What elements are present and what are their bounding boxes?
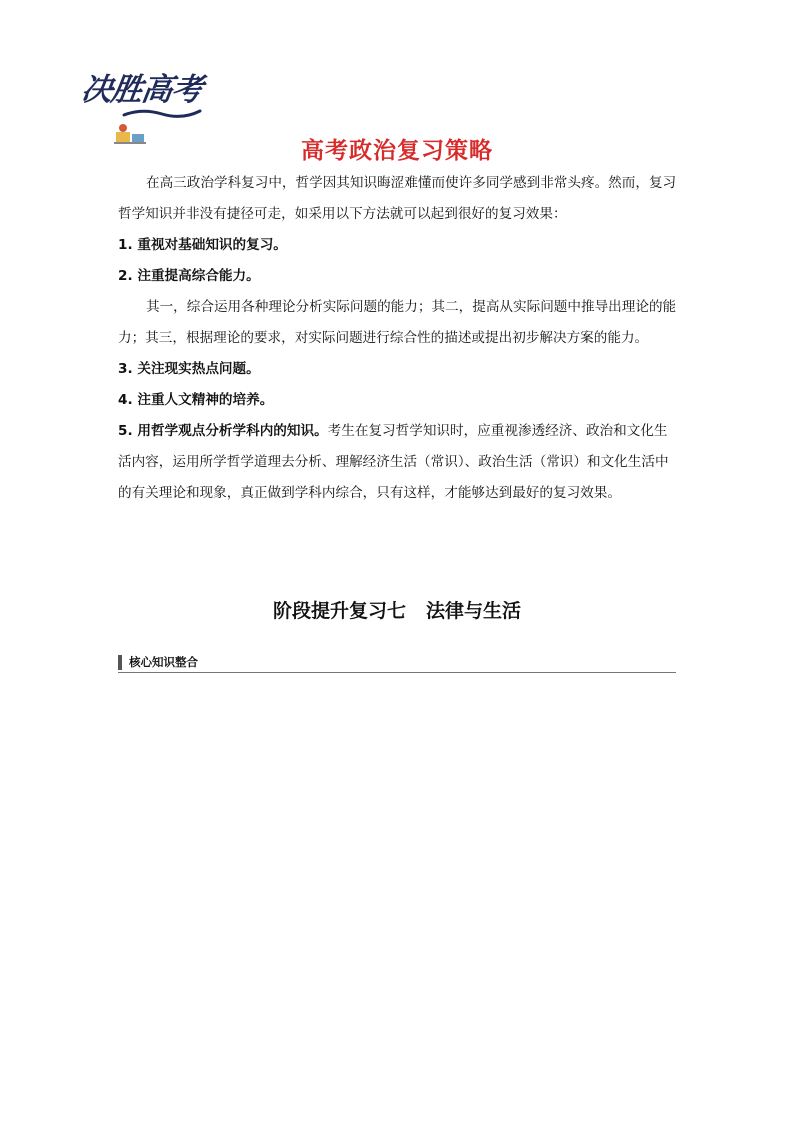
intro-paragraph: 在高三政治学科复习中，哲学因其知识晦涩难懂而使许多同学感到非常头疼。然而，复习哲学知识并非没有捷径可走，如采用以下方法就可以起到很好的复习效果： xyxy=(118,175,677,222)
page-title: 高考政治复习策略 xyxy=(301,138,493,164)
subheader xyxy=(118,652,676,673)
subheader-label: 核心知识整合 xyxy=(129,655,198,669)
list-item-2-detail: 其一，综合运用各种理论分析实际问题的能力；其二，提高从实际问题中推导出理论的能力；其三，根据理论的要求，对实际问题进行综合性的描述或提出初步解决方案的能力。 xyxy=(118,299,677,346)
list-item-2: 2. 注重提高综合能力。 xyxy=(118,268,260,284)
article-body xyxy=(118,168,678,509)
logo-text: 决胜高考 xyxy=(78,72,205,108)
subheader-bar-icon xyxy=(118,655,122,670)
list-item-1: 1. 重视对基础知识的复习。 xyxy=(118,237,287,253)
section-title xyxy=(0,596,794,623)
section-title-part1: 阶段提升复习七 xyxy=(272,600,406,622)
list-item-4: 4. 注重人文精神的培养。 xyxy=(118,392,274,408)
logo-wave-icon xyxy=(122,106,202,120)
section-title-part2: 法律与生活 xyxy=(426,600,522,622)
list-item-5-heading: 5. 用哲学观点分析学科内的知识。 xyxy=(118,423,328,439)
list-item-3: 3. 关注现实热点问题。 xyxy=(118,361,260,377)
list-item-5-body: 考生在复习哲学知识时，应重视渗透经济、政治和文化生活内容，运用所学哲学道理去分析、理解经济生活（常识）、政治生活（常识）和文化生活中的有关理论和现象，真正做到学科内综合，只有这样，才能够达到最好的复习效果。 xyxy=(118,423,669,501)
list-item-5 xyxy=(118,416,678,509)
